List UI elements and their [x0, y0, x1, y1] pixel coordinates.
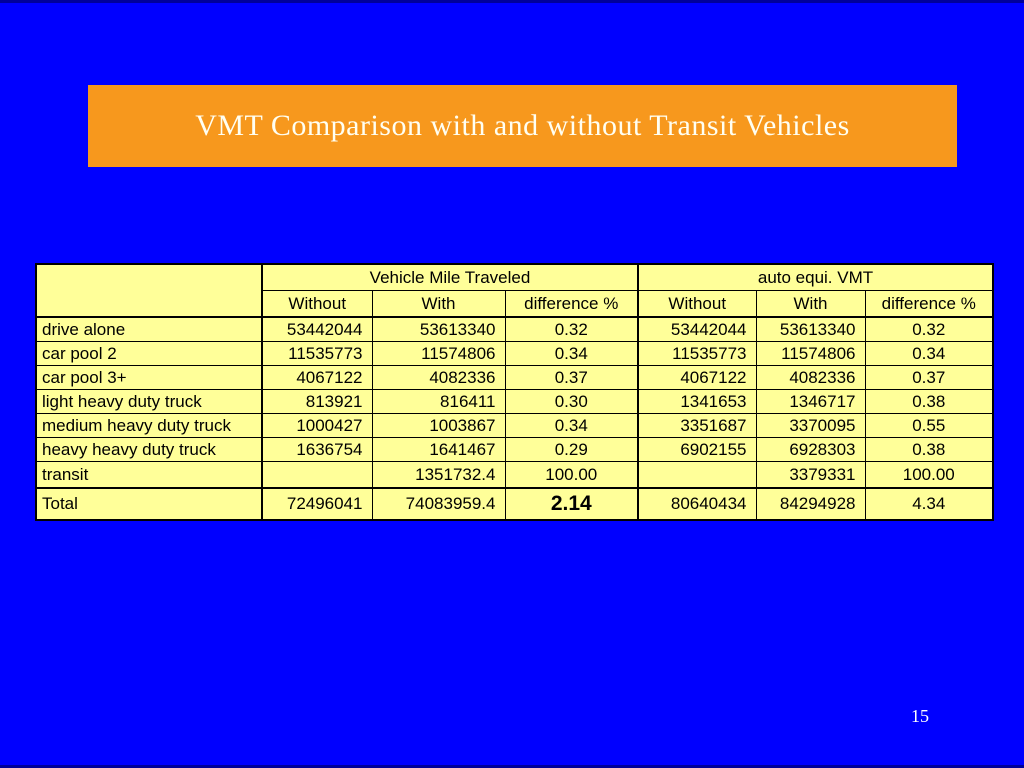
page-number: 15 — [911, 706, 929, 726]
group-header-auto-equi: auto equi. VMT — [638, 264, 993, 291]
vmt-comparison-table — [35, 263, 994, 521]
cell: 0.30 — [505, 390, 638, 414]
table-row-total — [36, 488, 993, 520]
table-row — [36, 342, 993, 366]
cell: 4082336 — [756, 366, 865, 390]
row-label: heavy heavy duty truck — [36, 438, 262, 462]
cell: 0.55 — [865, 414, 993, 438]
cell: 53613340 — [372, 317, 505, 342]
col-header: difference % — [865, 291, 993, 318]
cell: 4.34 — [865, 488, 993, 520]
col-header: Without — [262, 291, 372, 318]
cell: 4067122 — [262, 366, 372, 390]
row-label: drive alone — [36, 317, 262, 342]
table-row — [36, 317, 993, 342]
cell: 1341653 — [638, 390, 756, 414]
cell: 0.32 — [865, 317, 993, 342]
table-group-header-row — [36, 264, 993, 291]
col-header: difference % — [505, 291, 638, 318]
slide-top-edge — [0, 0, 1024, 3]
total-label: Total — [42, 494, 78, 513]
group-header-vmt: Vehicle Mile Traveled — [262, 264, 638, 291]
cell: 53613340 — [756, 317, 865, 342]
cell: 816411 — [372, 390, 505, 414]
cell: 1000427 — [262, 414, 372, 438]
cell: 1003867 — [372, 414, 505, 438]
total-difference-emphasized: 2.14 — [505, 488, 638, 520]
table-row — [36, 390, 993, 414]
cell: 0.34 — [505, 414, 638, 438]
cell: 3379331 — [756, 462, 865, 489]
row-label: car pool 3+ — [36, 366, 262, 390]
row-label: medium heavy duty truck — [36, 414, 262, 438]
cell: 1636754 — [262, 438, 372, 462]
cell: 100.00 — [505, 462, 638, 489]
cell: 4067122 — [638, 366, 756, 390]
row-label: car pool 2 — [36, 342, 262, 366]
cell: 0.38 — [865, 438, 993, 462]
col-header: Without — [638, 291, 756, 318]
cell: 0.38 — [865, 390, 993, 414]
table-row — [36, 366, 993, 390]
cell: 0.37 — [505, 366, 638, 390]
col-header: With — [756, 291, 865, 318]
cell: 53442044 — [638, 317, 756, 342]
col-header: With — [372, 291, 505, 318]
cell: 11574806 — [372, 342, 505, 366]
cell: 1346717 — [756, 390, 865, 414]
cell: 813921 — [262, 390, 372, 414]
cell: 1641467 — [372, 438, 505, 462]
row-label: light heavy duty truck — [36, 390, 262, 414]
cell: 3351687 — [638, 414, 756, 438]
table-row — [36, 438, 993, 462]
cell: 80640434 — [638, 488, 756, 520]
cell: 11535773 — [638, 342, 756, 366]
cell: 6902155 — [638, 438, 756, 462]
cell — [262, 462, 372, 489]
cell: 1351732.4 — [372, 462, 505, 489]
cell: 84294928 — [756, 488, 865, 520]
cell — [638, 462, 756, 489]
table-row-transit — [36, 462, 993, 489]
corner-cell — [36, 264, 262, 317]
cell: 53442044 — [262, 317, 372, 342]
cell: 0.34 — [505, 342, 638, 366]
cell: 4082336 — [372, 366, 505, 390]
cell: 0.34 — [865, 342, 993, 366]
cell: 11535773 — [262, 342, 372, 366]
cell: 11574806 — [756, 342, 865, 366]
row-label: transit — [36, 462, 262, 489]
cell: 3370095 — [756, 414, 865, 438]
cell: 100.00 — [865, 462, 993, 489]
slide-title: VMT Comparison with and without Transit Vehicles — [195, 109, 850, 142]
cell: 6928303 — [756, 438, 865, 462]
cell: 0.37 — [865, 366, 993, 390]
cell: 72496041 — [262, 488, 372, 520]
title-banner — [88, 85, 957, 167]
cell: 0.32 — [505, 317, 638, 342]
cell: 74083959.4 — [372, 488, 505, 520]
cell: 0.29 — [505, 438, 638, 462]
table-row — [36, 414, 993, 438]
